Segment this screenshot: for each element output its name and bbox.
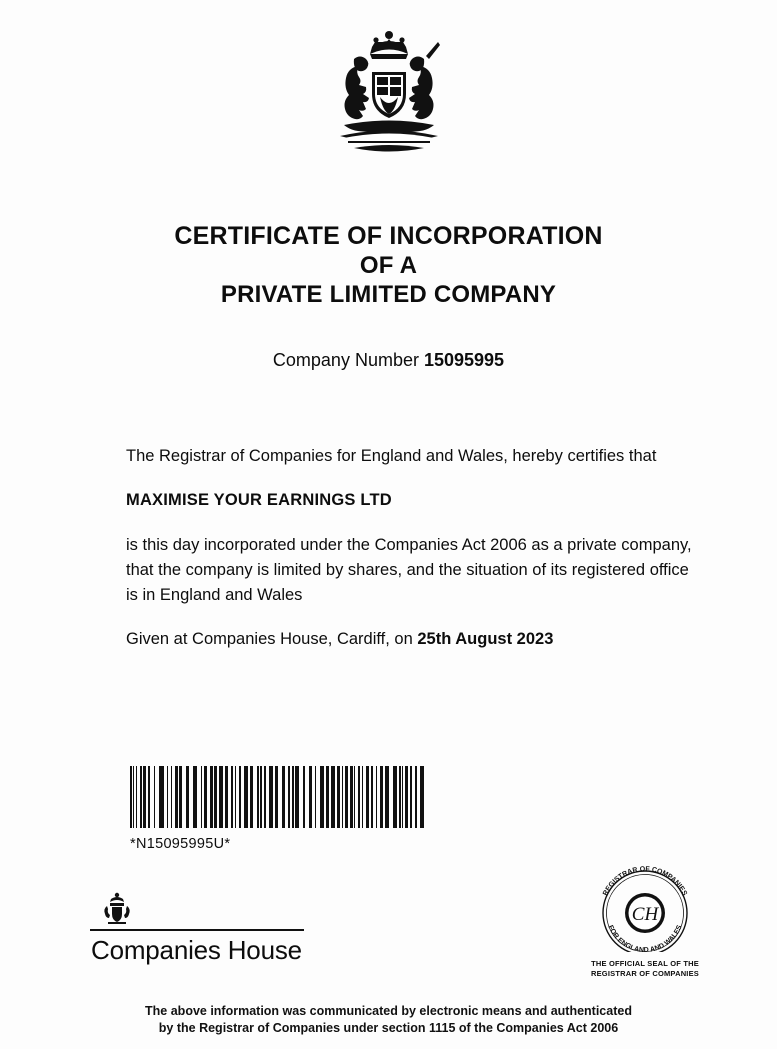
barcode-icon xyxy=(130,766,426,828)
seal-caption-line-1: THE OFFICIAL SEAL OF THE xyxy=(591,959,699,968)
svg-text:CH: CH xyxy=(631,904,659,925)
footer-line-1: The above information was communicated by electronic means and authenticated xyxy=(145,1004,632,1018)
given-at-line xyxy=(126,627,704,652)
official-seal xyxy=(587,866,703,978)
body-statement: is this day incorporated under the Companies Act 2006 as a private company, that the company is limited by shares, and the situation of its registered office is in England and Wales xyxy=(126,536,692,604)
company-number-line xyxy=(0,350,777,371)
given-at-prefix: Given at Companies House, Cardiff, on xyxy=(126,630,413,648)
certificate-body xyxy=(126,444,704,652)
title-line-3: PRIVATE LIMITED COMPANY xyxy=(220,281,557,308)
companies-house-name: Companies House xyxy=(91,934,302,965)
given-at-date: 25th August 2023 xyxy=(417,630,554,648)
royal-coat-of-arms-icon xyxy=(314,26,464,164)
title-line-1: CERTIFICATE OF INCORPORATION xyxy=(174,222,603,250)
title-line-2: OF A xyxy=(359,252,418,279)
official-seal-icon xyxy=(590,866,700,952)
seal-caption xyxy=(587,959,703,978)
companies-house-crest-icon xyxy=(102,892,132,926)
companies-house-logo xyxy=(90,892,320,965)
body-intro: The Registrar of Companies for England and Wales, hereby certifies that xyxy=(126,447,657,465)
company-number-value: 15095995 xyxy=(423,350,505,370)
certificate-title xyxy=(0,222,777,309)
svg-text:FOR ENGLAND AND WALES: FOR ENGLAND AND WALES xyxy=(606,924,684,952)
svg-text:REGISTRAR OF COMPANIES: REGISTRAR OF COMPANIES xyxy=(602,866,688,897)
barcode-block xyxy=(130,766,426,852)
seal-caption-line-2: REGISTRAR OF COMPANIES xyxy=(590,968,700,978)
company-number-label: Company Number xyxy=(272,350,419,370)
logo-divider xyxy=(90,929,304,931)
footer-line-2: by the Registrar of Companies under section 1115 of the Companies Act 2006 xyxy=(158,1021,619,1035)
company-name: MAXIMISE YOUR EARNINGS LTD xyxy=(126,491,392,509)
footer-note xyxy=(0,1003,777,1037)
barcode-text: *N15095995U* xyxy=(130,836,231,852)
